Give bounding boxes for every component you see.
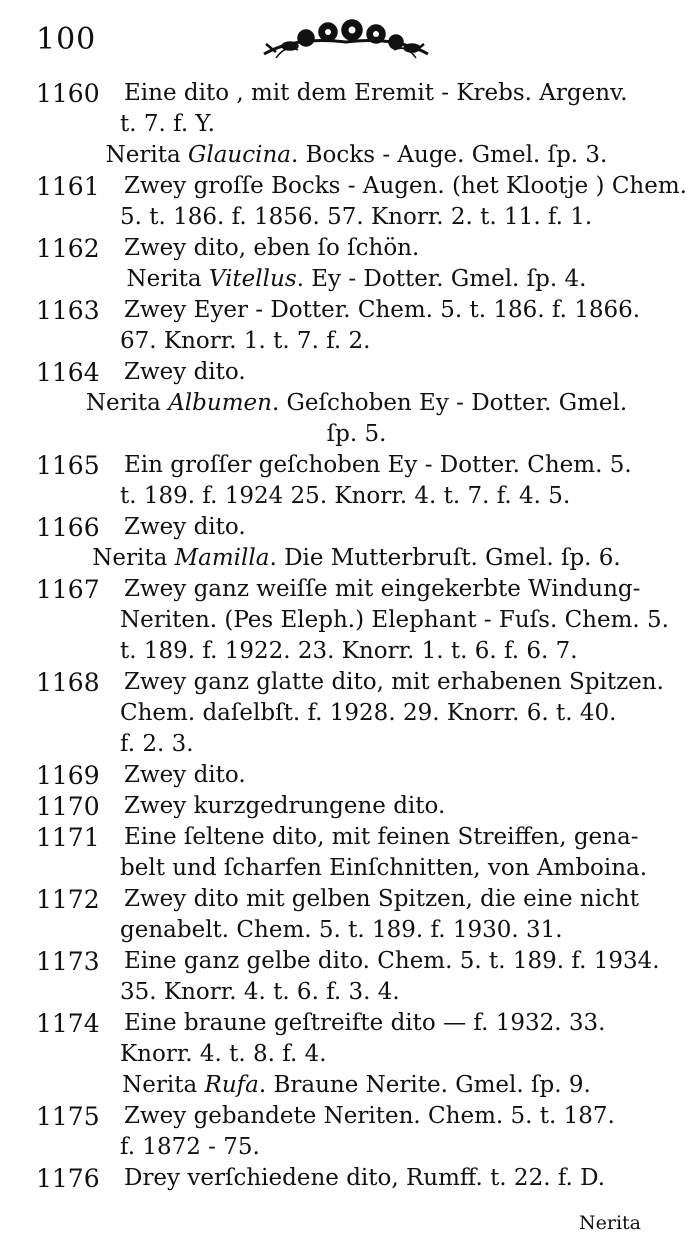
- entry-text: Eine ganz gelbe dito. Chem. 5. t. 189. f. 1934.: [124, 948, 660, 974]
- entry-text: Zwey ganz weiſſe mit eingekerbte Windung-: [124, 576, 641, 602]
- catalogue-line: [0, 636, 693, 667]
- catalogue-line: [0, 295, 693, 326]
- species-heading-text: Nerita Glaucina. Bocks - Auge. Gmel. ſp. 3.: [105, 142, 608, 168]
- entry-text: Eine ſeltene dito, mit feinen Streiffen, gena-: [124, 824, 639, 850]
- catalogue-line: [0, 326, 693, 357]
- entry-number: 1160: [36, 79, 100, 108]
- entry-number: 1171: [36, 823, 100, 852]
- entry-continuation: 67. Knorr. 1. t. 7. f. 2.: [120, 328, 371, 354]
- entry-text: Eine dito , mit dem Eremit - Krebs. Argenv.: [124, 80, 628, 106]
- species-heading-text: Nerita Albumen. Geſchoben Ey - Dotter. Gmel.: [85, 390, 628, 416]
- catalogue-line: [0, 1132, 693, 1163]
- entry-continuation: t. 189. f. 1922. 23. Knorr. 1. t. 6. f. 6. 7.: [120, 638, 578, 664]
- species-name: Rufa: [204, 1072, 259, 1098]
- entry-text: Ein groſſer geſchoben Ey - Dotter. Chem. 5.: [124, 452, 632, 478]
- entry-text: Drey verſchiedene dito, Rumff. t. 22. f. D.: [124, 1165, 606, 1191]
- entry-number: 1173: [36, 947, 100, 976]
- entry-text: Zwey dito.: [124, 359, 246, 385]
- species-heading-text: Nerita Mamilla. Die Mutterbruſt. Gmel. ſp. 6.: [92, 545, 621, 571]
- entry-text: Zwey dito.: [124, 514, 246, 540]
- catalogue-line: [0, 512, 693, 543]
- page-number: 100: [36, 22, 97, 57]
- entry-continuation: 5. t. 186. f. 1856. 57. Knorr. 2. t. 11. f. 1.: [120, 204, 593, 230]
- catalogue-line: [0, 1039, 693, 1070]
- species-heading: [0, 140, 693, 171]
- catalogue-line: [0, 233, 693, 264]
- species-heading: [0, 388, 693, 419]
- catalogue-line: [0, 698, 693, 729]
- species-heading: [0, 419, 693, 450]
- species-name: Glaucina: [187, 142, 292, 168]
- species-name: Vitellus: [208, 266, 297, 292]
- entry-number: 1165: [36, 451, 100, 480]
- entry-text: Zwey dito mit gelben Spitzen, die eine nicht: [124, 886, 639, 912]
- species-name: Albumen: [168, 390, 272, 416]
- entry-continuation: 35. Knorr. 4. t. 6. f. 3. 4.: [120, 979, 400, 1005]
- catalogue-line: [0, 450, 693, 481]
- entry-continuation: f. 1872 - 75.: [120, 1134, 260, 1160]
- catalogue-line: [0, 977, 693, 1008]
- entry-text: Zwey dito, eben ſo ſchön.: [124, 235, 420, 261]
- catalogue-line: [0, 109, 693, 140]
- entry-continuation: f. 2. 3.: [120, 731, 194, 757]
- entry-number: 1162: [36, 234, 100, 263]
- species-heading: [0, 543, 693, 574]
- catalogue-line: [0, 357, 693, 388]
- catalogue-line: [0, 884, 693, 915]
- entry-text: Zwey dito.: [124, 762, 246, 788]
- catalogue-line: [0, 915, 693, 946]
- entry-continuation: Chem. daſelbſt. f. 1928. 29. Knorr. 6. t. 40.: [120, 700, 617, 726]
- entry-number: 1163: [36, 296, 100, 325]
- species-heading: [0, 264, 693, 295]
- entry-number: 1161: [36, 172, 100, 201]
- entry-text: Zwey kurzgedrungene dito.: [124, 793, 446, 819]
- catalogue-line: [0, 729, 693, 760]
- catalogue-line: [0, 171, 693, 202]
- catalogue-line: [0, 667, 693, 698]
- entry-text: Zwey gebandete Neriten. Chem. 5. t. 187.: [124, 1103, 615, 1129]
- catalogue-line: [0, 481, 693, 512]
- catalogue-line: [0, 822, 693, 853]
- species-heading-text: ſp. 5.: [326, 421, 387, 447]
- catalogue-line: [0, 853, 693, 884]
- entry-number: 1164: [36, 358, 100, 387]
- catalogue-line: [0, 605, 693, 636]
- entry-text: Eine braune geſtreifte dito — f. 1932. 33.: [124, 1010, 606, 1036]
- catalogue-entries: [0, 78, 693, 1194]
- floral-ornament-icon: [256, 14, 436, 64]
- species-heading-text: Nerita Rufa. Braune Nerite. Gmel. ſp. 9.: [122, 1072, 591, 1098]
- entry-continuation: belt und ſcharfen Einſchnitten, von Amboina.: [120, 855, 648, 881]
- species-heading-text: Nerita Vitellus. Ey - Dotter. Gmel. ſp. 4.: [126, 266, 587, 292]
- catalogue-line: [0, 791, 693, 822]
- entry-number: 1175: [36, 1102, 100, 1131]
- catalogue-line: [0, 78, 693, 109]
- entry-number: 1170: [36, 792, 100, 821]
- entry-continuation: t. 7. f. Y.: [120, 111, 215, 137]
- entry-continuation: Neriten. (Pes Eleph.) Elephant - Fuſs. Chem. 5.: [120, 607, 669, 633]
- entry-number: 1169: [36, 761, 100, 790]
- entry-continuation: t. 189. f. 1924 25. Knorr. 4. t. 7. f. 4. 5.: [120, 483, 571, 509]
- entry-text: Zwey ganz glatte dito, mit erhabenen Spitzen.: [124, 669, 664, 695]
- entry-number: 1176: [36, 1164, 100, 1193]
- entry-number: 1172: [36, 885, 100, 914]
- catalogue-line: [0, 760, 693, 791]
- entry-continuation: genabelt. Chem. 5. t. 189. f. 1930. 31.: [120, 917, 563, 943]
- catchword: Nerita: [579, 1212, 641, 1234]
- entry-number: 1168: [36, 668, 100, 697]
- catalogue-line: [0, 946, 693, 977]
- catalogue-line: [0, 574, 693, 605]
- entry-continuation: Knorr. 4. t. 8. f. 4.: [120, 1041, 327, 1067]
- entry-number: 1174: [36, 1009, 100, 1038]
- entry-number: 1166: [36, 513, 100, 542]
- catalogue-line: [0, 1101, 693, 1132]
- catalogue-line: [0, 202, 693, 233]
- entry-text: Zwey Eyer - Dotter. Chem. 5. t. 186. f. 1866.: [124, 297, 641, 323]
- entry-text: Zwey groſſe Bocks - Augen. (het Klootje ) Chem.: [124, 173, 687, 199]
- species-heading: [0, 1070, 693, 1101]
- catalogue-line: [0, 1163, 693, 1194]
- catalogue-line: [0, 1008, 693, 1039]
- species-name: Mamilla: [174, 545, 270, 571]
- entry-number: 1167: [36, 575, 100, 604]
